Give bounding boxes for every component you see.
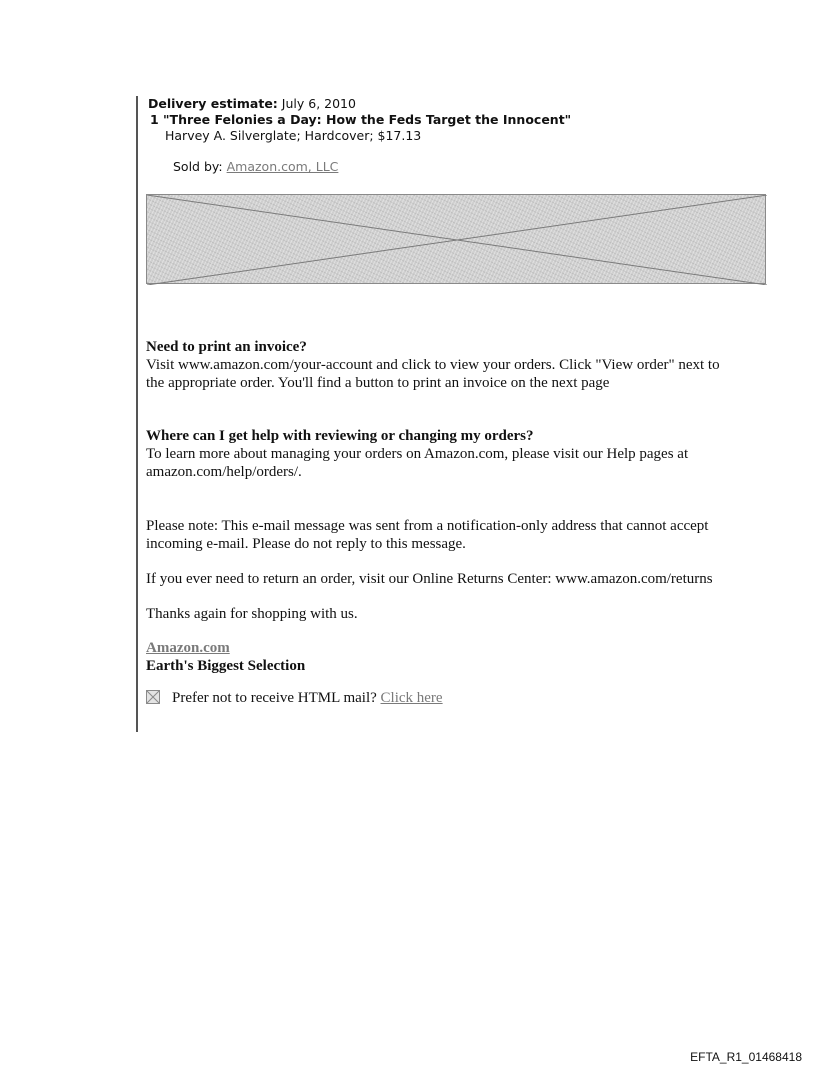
sold-by-label: Sold by: — [173, 159, 223, 174]
help-section — [146, 427, 766, 481]
quote-left-rule — [136, 96, 138, 732]
signature-tagline: Earth's Biggest Selection — [146, 658, 306, 674]
note-line-1: Please note: This e-mail message was sent from a notification-only address that cannot accept — [146, 518, 709, 534]
amazon-link[interactable]: Amazon.com — [146, 640, 230, 656]
signature-block — [146, 639, 766, 675]
delivery-estimate-line — [148, 96, 356, 111]
invoice-heading: Need to print an invoice? — [146, 339, 307, 355]
thanks-text: Thanks again for shopping with us. — [146, 606, 358, 622]
help-heading: Where can I get help with reviewing or changing my orders? — [146, 428, 534, 444]
sold-by-line — [173, 159, 338, 174]
note-line-2: incoming e-mail. Please do not reply to this message. — [146, 536, 466, 552]
delivery-estimate-date: July 6, 2010 — [281, 96, 356, 111]
delivery-estimate-label: Delivery estimate: — [148, 96, 278, 111]
returns-text: If you ever need to return an order, visit our Online Returns Center: www.amazon.com/returns — [146, 571, 713, 587]
help-text-line-2: amazon.com/help/orders/. — [146, 464, 302, 480]
missing-banner-image — [146, 194, 766, 284]
item-details: Harvey A. Silverglate; Hardcover; $17.13 — [165, 128, 422, 143]
help-text-line-1: To learn more about managing your orders on Amazon.com, please visit our Help pages at — [146, 446, 689, 462]
html-mail-optout — [172, 689, 443, 707]
notification-note — [146, 517, 766, 553]
broken-image-cross-icon — [147, 195, 767, 285]
broken-image-icon — [146, 690, 160, 704]
html-mail-prompt: Prefer not to receive HTML mail? — [172, 690, 377, 706]
invoice-section — [146, 338, 766, 392]
item-title-line: 1 "Three Felonies a Day: How the Feds Target the Innocent" — [150, 112, 572, 127]
seller-link[interactable]: Amazon.com, LLC — [226, 159, 339, 174]
click-here-link[interactable]: Click here — [380, 690, 443, 706]
document-id: EFTA_R1_01468418 — [690, 1050, 802, 1064]
invoice-text-line-1: Visit www.amazon.com/your-account and click to view your orders. Click "View order" next to — [146, 357, 720, 373]
invoice-text-line-2: the appropriate order. You'll find a button to print an invoice on the next page — [146, 375, 610, 391]
